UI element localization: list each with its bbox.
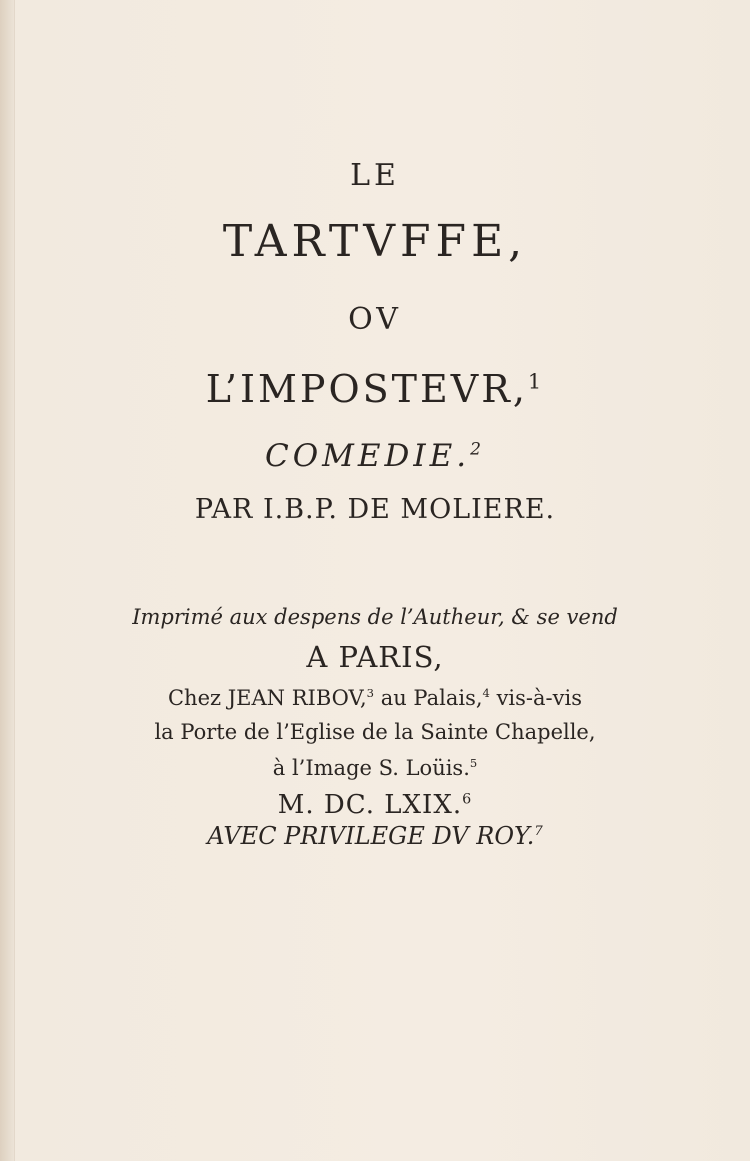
publication-year: M. DC. LXIX.$^6$: [277, 790, 473, 820]
imprint-line: Imprimé aux despens de l’Autheur, & se vend: [132, 605, 618, 629]
title-imposteur: L’IMPOSTEVR,$^1$: [205, 367, 545, 411]
title-ov: OV: [348, 302, 402, 337]
publisher-line: Chez JEAN RIBOV,$^3$ au Palais,$^4$ vis-à-vis: [167, 686, 582, 710]
sign-line: à l’Image S. Loüis.$^5$: [272, 756, 478, 780]
footnote-mark-1: 1: [527, 369, 545, 394]
footnote-mark-2: 2: [470, 439, 485, 460]
address-line: la Porte de l’Eglise de la Sainte Chapelle,: [154, 720, 596, 744]
footnote-mark-3: 3: [366, 686, 375, 700]
author-line: PAR I.B.P. DE MOLIERE.: [194, 494, 556, 525]
place-paris: A PARIS,: [306, 640, 444, 674]
privilege-line: AVEC PRIVILEGE DV ROY.$^7$: [207, 822, 543, 850]
footnote-mark-7: 7: [534, 824, 543, 839]
genre-comedie: COMEDIE.$^2$: [265, 438, 485, 474]
footnote-mark-6: 6: [462, 791, 473, 808]
footnote-mark-5: 5: [469, 756, 478, 770]
title-tartuffe: TARTVFFE,: [222, 216, 528, 267]
footnote-mark-4: 4: [482, 686, 490, 700]
title-le: LE: [350, 158, 400, 193]
